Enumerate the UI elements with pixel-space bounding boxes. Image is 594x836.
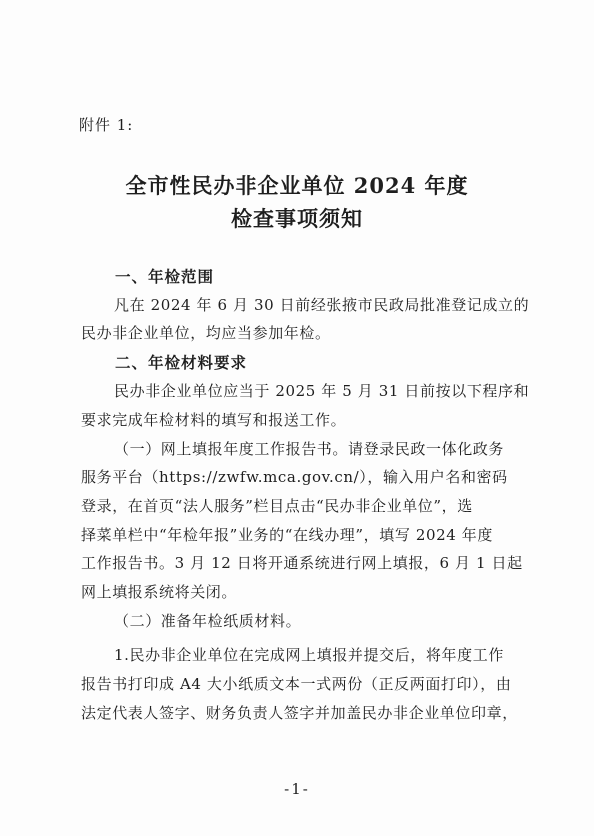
document-title-line-2: 检查事项须知 xyxy=(231,206,363,231)
paragraph-line: 民办非企业单位，均应当参加年检。 xyxy=(81,324,331,342)
section-2-heading: 二、年检材料要求 xyxy=(115,354,248,372)
subsection-heading: （二）准备年检纸质材料。 xyxy=(114,612,302,630)
page-number: -1- xyxy=(284,780,310,798)
paragraph-line: 民办非企业单位应当于 2025 年 5 月 31 日前按以下程序和 xyxy=(114,382,530,400)
section-1-heading: 一、年检范围 xyxy=(115,268,215,286)
paragraph-line: 1.民办非企业单位在完成网上填报并提交后，将年度工作 xyxy=(114,646,504,664)
paragraph-line: （一）网上填报年度工作报告书。请登录民政一体化政务 xyxy=(114,440,505,458)
paragraph-line: 择菜单栏中“年检年报”业务的“在线办理”，填写 2024 年度 xyxy=(81,526,493,544)
paragraph-line: 法定代表人签字、财务负责人签字并加盖民办非企业单位印章， xyxy=(81,704,518,722)
paragraph-line: 报告书打印成 A4 大小纸质文本一式两份（正反两面打印），由 xyxy=(81,675,512,693)
paragraph-line: 服务平台（https://zwfw.mca.gov.cn/），输入用户名和密码 xyxy=(81,468,508,486)
document-title-line-1: 全市性民办非企业单位 2024 年度 xyxy=(125,173,469,198)
paragraph-line: 登录，在首页“法人服务”栏目点击“民办非企业单位”，选 xyxy=(81,497,473,515)
paragraph-line: 凡在 2024 年 6 月 30 日前经张掖市民政局批准登记成立的 xyxy=(114,296,530,314)
paragraph-line: 网上填报系统将关闭。 xyxy=(81,583,238,601)
attachment-label: 附件 1: xyxy=(79,116,134,134)
paragraph-line: 工作报告书。3 月 12 日将开通系统进行网上填报，6 月 1 日起 xyxy=(81,554,523,572)
paragraph-line: 要求完成年检材料的填写和报送工作。 xyxy=(81,411,347,429)
